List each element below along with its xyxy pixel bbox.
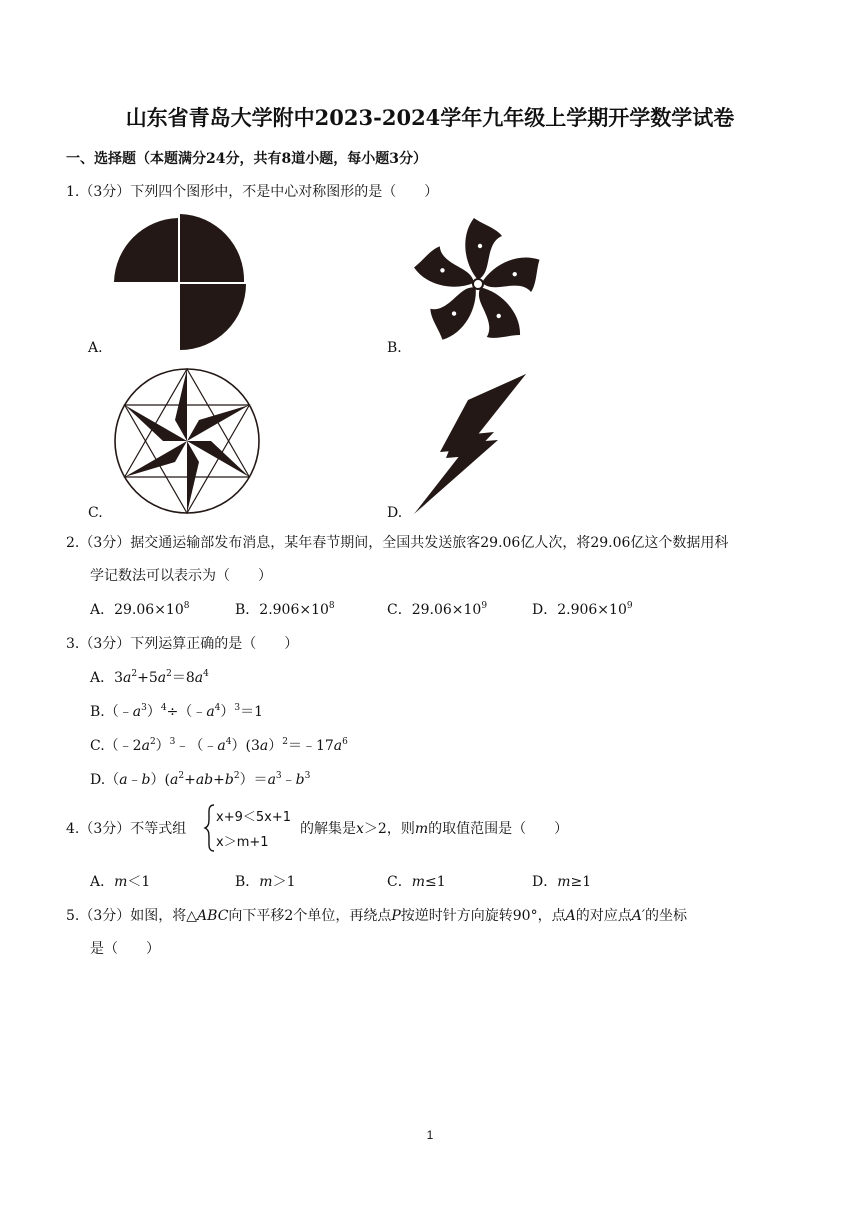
question-5-stem-line2: 是（ ） bbox=[90, 941, 160, 957]
option-d-label: D. bbox=[387, 505, 403, 521]
option-b-label: B. bbox=[387, 340, 402, 356]
question-4-stem-suffix: 的解集是x＞2，则m的取值范围是（ ） bbox=[300, 821, 569, 837]
question-3-option-d: $D.(a﹣b)(a^2+ab+b^2)=a^3﹣b^3$ bbox=[90, 771, 311, 788]
question-3-option-b: $B.(﹣a^3)^4\div(﹣a^4)^3=1$ bbox=[90, 703, 264, 720]
page-title: 山东省青岛大学附中2023-2024学年九年级上学期开学数学试卷 bbox=[125, 105, 735, 130]
question-4-option-d: D．m≥1 bbox=[532, 874, 592, 890]
question-1-stem: 1.（3分）下列四个图形中，不是中心对称图形的是（ ） bbox=[66, 184, 439, 200]
figure-a-pinwheel bbox=[114, 214, 244, 350]
page-number: 1 bbox=[426, 1128, 434, 1142]
figure-b-flower bbox=[410, 214, 546, 352]
question-4-option-c: C．m≤1 bbox=[387, 874, 446, 890]
question-2-option-d: D．$2.906\times 10^9$ bbox=[532, 601, 633, 618]
question-3-option-a: A．$3a^2+5a^2=8a^4$ bbox=[90, 669, 209, 686]
inequality-system bbox=[204, 803, 300, 853]
figure-c-star-circle bbox=[113, 367, 261, 515]
question-4-stem-prefix: 4.（3分）不等式组 bbox=[66, 821, 187, 837]
question-5-stem-line1: 5.（3分）如图，将△ABC向下平移2个单位，再绕点P按逆时针方向旋转90°，点A的对应点A′的坐标 bbox=[66, 908, 687, 924]
question-3-stem: 3.（3分）下列运算正确的是（ ） bbox=[66, 636, 299, 652]
figure-d-lightning bbox=[410, 372, 530, 516]
question-2-option-c: C．$29.06\times 10^9$ bbox=[387, 601, 488, 618]
option-c-label: C. bbox=[88, 505, 103, 521]
question-2-stem-line2: 学记数法可以表示为（ ） bbox=[90, 568, 272, 584]
question-3-option-c: $C.(﹣2a^2)^3﹣(﹣a^4)(3a)^2=﹣17a^6$ bbox=[90, 737, 348, 754]
question-2-option-a: A．$29.06\times 10^8$ bbox=[90, 601, 190, 618]
question-4-option-b: B．m＞1 bbox=[235, 874, 296, 890]
section-heading: 一、选择题（本题满分24分，共有8道小题，每小题3分） bbox=[66, 151, 427, 167]
question-2-option-b: B．$2.906\times 10^8$ bbox=[235, 601, 335, 618]
inequality-2: x＞m+1 bbox=[216, 835, 269, 850]
inequality-1: x+9＜5x+1 bbox=[216, 810, 291, 825]
question-4-option-a: A．m＜1 bbox=[90, 874, 151, 890]
question-2-stem-line1: 2.（3分）据交通运输部发布消息，某年春节期间，全国共发送旅客29.06亿人次，将29.06亿这个数据用科 bbox=[66, 535, 729, 551]
option-a-label: A. bbox=[88, 340, 103, 356]
